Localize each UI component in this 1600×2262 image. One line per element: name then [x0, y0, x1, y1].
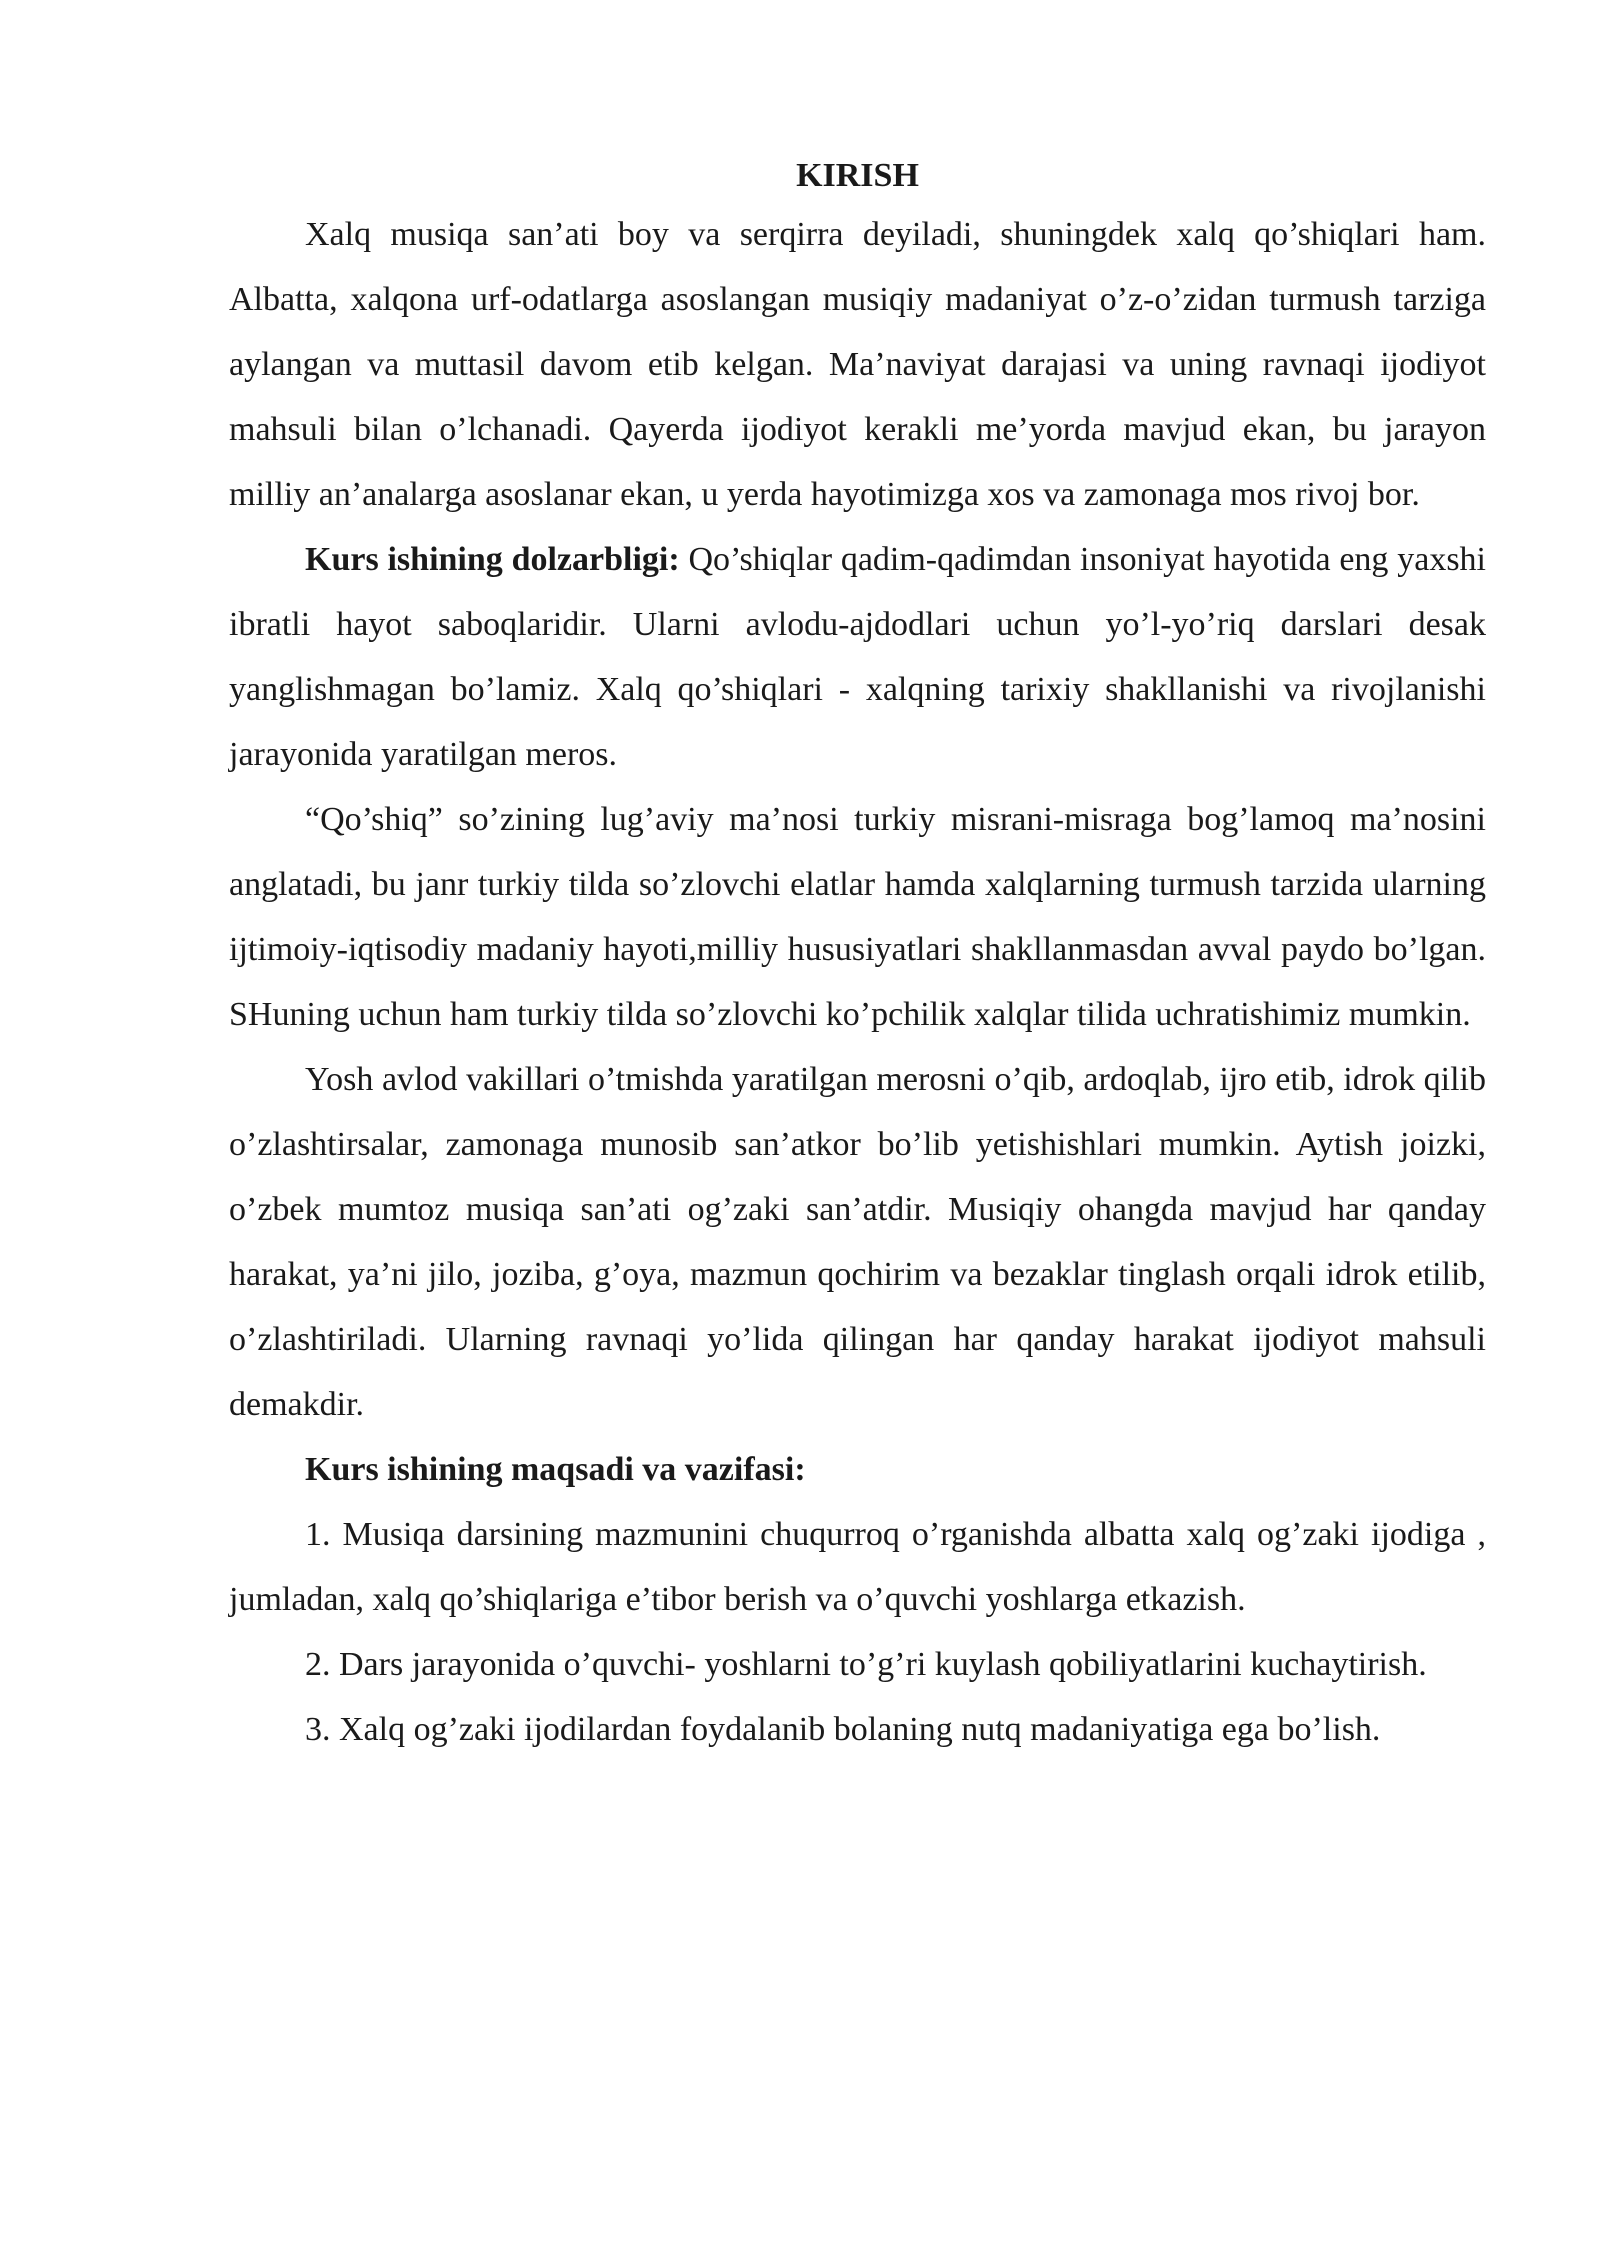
list-item-3-text: 3. Xalq og’zaki ijodilardan foydalanib bolaning nutq madaniyatiga ega bo’lish.	[305, 1711, 1381, 1748]
paragraph-1-text: Xalq musiqa san’ati boy va serqirra deyiladi, shuningdek xalq qo’shiqlari ham. Albatta, xalqona urf-odatlarga asoslangan musiqiy madaniyat o’z-o’zidan turmush tarziga aylangan va muttasil davom etib kelgan. Ma’naviyat darajasi va uning ravnaqi ijodiyot mahsuli bilan o’lchanadi. Qayerda ijodiyot kerakli me’yorda mavjud ekan, bu jarayon milliy an’analarga asoslanar ekan, u yerda hayotimizga xos va zamonaga mos rivoj bor.	[229, 216, 1486, 513]
paragraph-4	[229, 1047, 1486, 1437]
list-item-1	[229, 1502, 1486, 1632]
list-item-2-text: 2. Dars jarayonida o’quvchi- yoshlarni to’g’ri kuylash qobiliyatlarini kuchaytirish.	[305, 1646, 1427, 1683]
paragraph-2-text: Qo’shiqlar qadim-qadimdan insoniyat hayotida eng yaxshi ibratli hayot saboqlaridir. Ularni avlodu-ajdodlari uchun yo’l-yo’riq darslari desak yanglishmagan bo’lamiz. Xalq qo’shiqlari - xalqning tarixiy shakllanishi va rivojlanishi jarayonida yaratilgan meros.	[229, 541, 1486, 773]
paragraph-2-heading: Kurs ishining dolzarbligi:	[305, 541, 680, 578]
paragraph-5-heading: Kurs ishining maqsadi va vazifasi:	[305, 1451, 806, 1488]
paragraph-2	[229, 527, 1486, 787]
list-item-2	[229, 1632, 1486, 1697]
page-title: KIRISH	[796, 157, 919, 194]
paragraph-4-text: Yosh avlod vakillari o’tmishda yaratilgan merosni o’qib, ardoqlab, ijro etib, idrok qilib o’zlashtirsalar, zamonaga munosib san’atkor bo’lib yetishishlari mumkin. Aytish joizki, o’zbek mumtoz musiqa san’ati og’zaki san’atdir. Musiqiy ohangda mavjud har qanday harakat, ya’ni jilo, joziba, g’oya, mazmun qochirim va bezaklar tinglash orqali idrok etilib, o’zlashtiriladi. Ularning ravnaqi yo’lida qilingan har qanday harakat ijodiyot mahsuli demakdir.	[229, 1061, 1486, 1423]
document-page	[229, 150, 1486, 1762]
list-item-3	[229, 1697, 1486, 1762]
list-item-1-text: 1. Musiqa darsining mazmunini chuqurroq o’rganishda albatta xalq og’zaki ijodiga , jumladan, xalq qo’shiqlariga e’tibor berish va o’quvchi yoshlarga etkazish.	[229, 1516, 1486, 1618]
paragraph-1	[229, 202, 1486, 527]
paragraph-3-text: “Qo’shiq” so’zining lug’aviy ma’nosi turkiy misrani-misraga bog’lamoq ma’nosini anglatadi, bu janr turkiy tilda so’zlovchi elatlar hamda xalqlarning turmush tarzida ularning ijtimoiy-iqtisodiy madaniy hayoti,milliy hususiyatlari shakllanmasdan avval paydo bo’lgan. SHuning uchun ham turkiy tilda so’zlovchi ko’pchilik xalqlar tilida uchratishimiz mumkin.	[229, 801, 1486, 1033]
paragraph-5	[229, 1437, 1486, 1502]
paragraph-3	[229, 787, 1486, 1047]
